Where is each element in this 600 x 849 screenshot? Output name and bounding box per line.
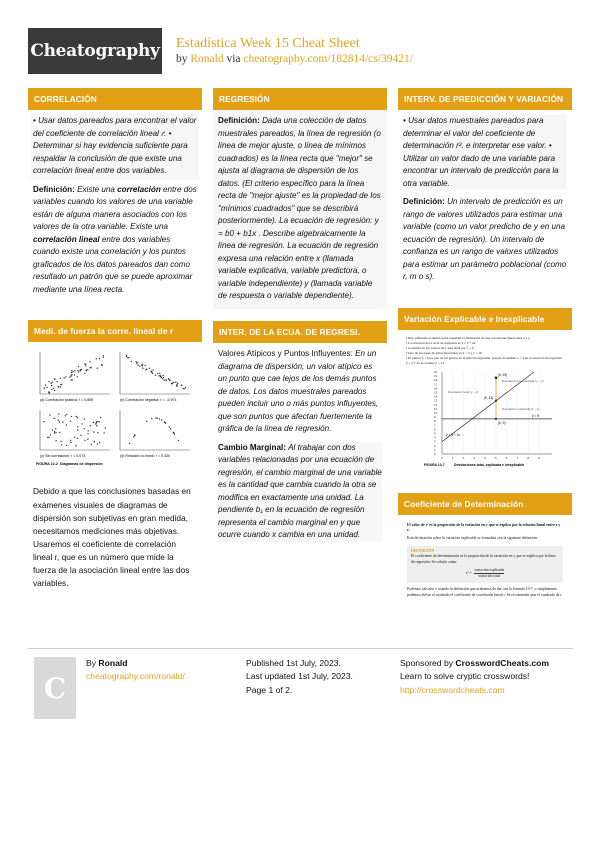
scatter-dot: [48, 381, 49, 382]
scatter-dot: [158, 376, 159, 377]
scatter-dot: [85, 366, 86, 367]
figure-title: Diagramas de dispersión: [60, 462, 103, 467]
determination-image: [402, 519, 568, 603]
scatter-dot: [93, 422, 94, 423]
scatter-dot: [101, 364, 102, 365]
scatter-dot: [176, 385, 177, 386]
bullet: ▪ El punto (5, 13) es uno de los puntos en la línea de regresión, porque al sustituir x = 5 en la ecuación de regresión ŷ = 3 + 2x se obtiene ŷ = 13.: [406, 355, 562, 365]
scatter-dot: [169, 427, 170, 428]
scatter-dot: [70, 421, 71, 422]
section-body: [398, 110, 572, 296]
scatter-dot: [77, 417, 78, 418]
determination-note: Podemos calcular r² usando la definición que acabamos de dar con la fórmula 10-7, o simplemente podemos elevar al cuadrado el coeficiente de correlación lineal r. Se recomienda usar el cuadrado de r.: [407, 587, 563, 597]
y-tick-label: 13: [434, 398, 438, 403]
scatter-dot: [97, 421, 98, 422]
x-tick-label: 2: [462, 455, 465, 460]
y-tick-label: 17: [434, 381, 438, 386]
avatar-letter: C: [43, 671, 67, 705]
section-heading: Variación Explicable e Inexplicable: [398, 308, 572, 330]
scatter-dot: [96, 426, 97, 427]
y-tick-label: 11: [434, 406, 438, 411]
scatter-dot: [161, 420, 162, 421]
column-3: [398, 88, 572, 618]
scatter-dot: [178, 440, 179, 441]
y-tick-label: 3: [434, 439, 436, 444]
scatter-dot: [126, 355, 127, 356]
marginal-text: Al trabajar con dos variables relacionadas por una ecuación de regresión, el cambio marginal de una variable es la cantidad que cambia cuando la otra se modifica en exactamente una unidad. La pendiente b₁ en la ecuación de regresión representa el cambio marginal en y que ocurre cuando x cambia en una unidad.: [218, 442, 382, 540]
dev-unexplained-label: Desviación no explicada (y − ŷ): [502, 378, 544, 383]
scatter-dot: [52, 430, 53, 431]
scatter-dot: [134, 435, 135, 436]
scatter-dot: [70, 442, 71, 443]
scatter-dot: [74, 437, 75, 438]
via-text: via: [226, 53, 241, 65]
definition-paragraph: [403, 196, 567, 284]
section-heading: INTERV. DE PREDICCIÓN Y VARIACIÓN: [398, 88, 572, 110]
x-tick-label: 9: [538, 455, 540, 460]
marginal-label: Cambio Marginal:: [218, 442, 286, 452]
scatter-dot: [88, 431, 89, 432]
scatter-dot: [75, 446, 76, 447]
scatter-dot: [87, 434, 88, 435]
scatter-dot: [99, 422, 100, 423]
definition-text: entre dos variables cuando existe una correlación y los puntos graficados de los datos pareados dan como resultado un patrón que se puede aproximar mediante una línea recta.: [33, 234, 193, 294]
x-tick-label: 6: [505, 455, 508, 460]
scatter-dot: [45, 385, 46, 386]
scatter-dot: [43, 421, 44, 422]
objective-2: • Determinar si hay evidencia suficiente para respaldar la conclusión de que existe una correlación lineal entre dos variables.: [33, 128, 188, 176]
scatter-dot: [51, 385, 52, 386]
marginal-paragraph: [218, 442, 382, 542]
section-heading: Medi. de fuerza la corre. lineal de r: [28, 320, 202, 342]
line-point-label: (5, 13): [484, 395, 494, 400]
objective-1: • Usar datos pareados para encontrar el valor del coeficiente de correlación lineal 𝑟.: [33, 116, 197, 138]
scatter-dot: [60, 441, 61, 442]
scatter-diagrams-image: [32, 346, 198, 468]
scatter-dot: [174, 434, 175, 435]
outliers-label: Valores Atípicos y Puntos Influyentes:: [218, 348, 353, 358]
sponsor-prefix: Sponsored by: [400, 658, 454, 668]
scatter-dot: [97, 444, 98, 445]
scatter-dot: [71, 370, 72, 371]
variation-bullets: [402, 334, 568, 368]
scatter-dot: [146, 369, 147, 370]
y-tick-label: 0: [434, 451, 436, 456]
scatter-dot: [78, 366, 79, 367]
x-tick-label: 7: [516, 455, 519, 460]
scatter-dot: [163, 375, 164, 376]
section-prediccion: [398, 88, 572, 296]
section-heading: Coeficiente de Determinación: [398, 493, 572, 515]
scatter-dot: [65, 416, 66, 417]
section-heading: CORRELACIÓN: [28, 88, 202, 110]
scatter-dot: [103, 355, 104, 356]
scatter-dot: [58, 386, 59, 387]
caption-c: (c) Sin correlación: r = 0.074: [40, 454, 86, 459]
scatter-dot: [66, 445, 67, 446]
scatter-dot: [141, 365, 142, 366]
scatter-dot: [63, 378, 64, 379]
scatter-dot: [48, 437, 49, 438]
scatter-dot: [55, 432, 56, 433]
scatter-dot: [85, 364, 86, 365]
scatter-dot: [103, 357, 104, 358]
scatter-dot: [77, 370, 78, 371]
scatter-dot: [105, 428, 106, 429]
bullet: ▪ La media de los valores de y está dada por ȳ = 9.: [406, 345, 475, 350]
scatter-dot: [159, 373, 160, 374]
caption-d: (d) Relación no lineal: r = 0.330: [120, 454, 171, 459]
scatter-dot: [157, 418, 158, 419]
scatter-dot: [62, 422, 63, 423]
scatter-dot: [73, 372, 74, 373]
footer-sponsor: [400, 657, 549, 697]
determination-text: Esta declaración sobre la variación explicable se formaliza con la siguiente definición.: [407, 535, 539, 540]
scatter-dot: [159, 419, 160, 420]
scatter-dot: [54, 418, 55, 419]
scatter-dot: [168, 379, 169, 380]
scatter-dot: [71, 375, 72, 376]
figure-label: FIGURA 10-2: [36, 462, 58, 467]
published-date: Published 1st July, 2023.: [246, 658, 341, 668]
x-tick-label: 4: [484, 455, 486, 460]
scatter-dot: [91, 444, 92, 445]
scatter-dot: [74, 375, 75, 376]
scatter-dot: [99, 358, 100, 359]
scatter-dot: [169, 380, 170, 381]
mean-point-label: (5, 9): [498, 420, 506, 425]
dev-total-label: Desviación total (y − ȳ): [448, 389, 479, 394]
scatter-dot: [135, 362, 136, 363]
definition-label: Definición:: [403, 197, 445, 207]
caption-a: (a) Correlación positiva: r = 0.859: [40, 398, 94, 403]
scatter-dot: [51, 389, 52, 390]
scatter-dot: [170, 428, 171, 429]
scatter-dot: [78, 372, 79, 373]
scatter-dot: [80, 435, 81, 436]
x-tick-label: 5: [495, 455, 497, 460]
x-tick-label: 1: [451, 455, 454, 460]
formula-fraction: [474, 568, 504, 580]
scatter-dot: [173, 433, 174, 434]
scatter-dot: [66, 425, 67, 426]
y-tick-label: 7: [434, 422, 436, 427]
logo-text: Cheatography: [30, 41, 160, 61]
scatter-dot: [146, 421, 147, 422]
scatter-dot: [50, 435, 51, 436]
scatter-dot: [80, 371, 81, 372]
scatter-dot: [72, 380, 73, 381]
scatter-dot: [53, 388, 54, 389]
caption-b: (b) Correlación negativa: r = –0.971: [120, 398, 177, 403]
scatter-dot: [54, 379, 55, 380]
cheatography-logo[interactable]: [28, 28, 162, 74]
ybar-label: ȳ = 9: [532, 413, 539, 418]
scatter-dot: [69, 377, 70, 378]
scatter-dot: [181, 385, 182, 386]
scatter-dot: [81, 424, 82, 425]
scatter-dot: [54, 433, 55, 434]
page-header: [0, 0, 600, 82]
scatter-dot: [81, 369, 82, 370]
scatter-dot: [155, 418, 156, 419]
definition-box-text: El coeficiente de determinación es la proporción de la variación en y que se explica por la línea de regresión. Se calcula como: [411, 554, 556, 564]
byline: [176, 53, 413, 65]
term-correlacion-lineal: correlación lineal: [33, 234, 100, 244]
scatter-dot: [145, 365, 146, 366]
scatter-dot: [137, 363, 138, 364]
scatter-dot: [185, 387, 186, 388]
bullet: ▪ La ecuación de la recta de regresión es ŷ = 3 + 2x.: [406, 340, 477, 345]
point-label: (5, 19): [498, 372, 508, 377]
scatter-dot: [165, 423, 166, 424]
scatter-dot: [86, 371, 87, 372]
scatter-dot: [171, 383, 172, 384]
section-body: [28, 110, 202, 308]
scatter-dot: [93, 432, 94, 433]
scatter-dot: [149, 368, 150, 369]
y-tick-label: 15: [434, 390, 438, 395]
figure-title: Desviaciones total, explicada e inexplicable: [454, 462, 525, 467]
page-number: Page 1 of 2.: [246, 684, 293, 695]
determination-intro: El valor de r² es la proporción de la variación en y que se explica por la relación lineal entre x y y.: [407, 522, 561, 533]
scatter-dot: [51, 383, 52, 384]
section-correlacion: [28, 88, 202, 308]
y-tick-label: 10: [434, 410, 438, 415]
scatter-figure: [28, 342, 202, 477]
scatter-dot: [173, 382, 174, 383]
page-footer: [28, 648, 573, 729]
section-determinacion: [398, 493, 572, 607]
scatter-dot: [90, 368, 91, 369]
scatter-dot: [151, 372, 152, 373]
section-variacion: [398, 308, 572, 481]
y-tick-label: 16: [434, 385, 438, 390]
deviation-chart: [402, 368, 568, 472]
sponsor-name[interactable]: CrosswordCheats.com: [455, 658, 550, 668]
footer-by: By: [86, 658, 97, 668]
scatter-dot: [49, 393, 50, 394]
scatter-dot: [58, 414, 59, 415]
scatter-dot: [60, 387, 61, 388]
scatter-dot: [77, 438, 78, 439]
scatter-dot: [100, 417, 101, 418]
definition-text: Existe una: [77, 184, 115, 194]
author-avatar: [34, 657, 76, 719]
scatter-dot: [184, 389, 185, 390]
scatter-dot: [66, 414, 67, 415]
definition-box-title: DEFINICIÓN: [411, 548, 435, 553]
formula-denominator: variación total: [478, 574, 501, 579]
updated-date: Last updated 1st July, 2023.: [246, 671, 353, 682]
scatter-dot: [133, 436, 134, 437]
scatter-dot: [54, 431, 55, 432]
scatter-dot: [76, 416, 77, 417]
scatter-dot: [87, 439, 88, 440]
definition-box: [407, 546, 563, 583]
scatter-dot: [139, 366, 140, 367]
y-tick-label: 14: [434, 394, 438, 399]
formula: [411, 568, 559, 580]
x-tick-label: 0: [441, 455, 443, 460]
regression-eq-label: ŷ = 3 + 2x: [446, 432, 460, 437]
scatter-dot: [162, 379, 163, 380]
term-correlacion: correlación: [117, 184, 161, 194]
scatter-dot: [71, 372, 72, 373]
scatter-dot: [163, 377, 164, 378]
scatter-dot: [89, 362, 90, 363]
scatter-dot: [84, 373, 85, 374]
sponsor-tagline: Learn to solve cryptic crosswords!: [400, 671, 530, 682]
determination-figure: [398, 515, 572, 607]
scatter-dot: [49, 415, 50, 416]
definition-text: Un intervalo de predicción es un rango de valores utilizados para estimar una variable (como un valor predicho de y en una ecuación de regresión). Un intervalo de confianza es un rango de valores utilizados para estimar un parámetro poblacional (como r, m o s).: [403, 197, 567, 282]
bullet: ▪ Hay suficiente evidencia para respaldar la afirmación de una correlación lineal entre x y y.: [406, 335, 531, 340]
y-tick-label: 1: [434, 447, 436, 452]
fuerza-text: Debido a que las conclusiones basadas en exámenes visuales de diagramas de dispersión son subjetivas en gran medida, necesitamos mediciones más objetivas. Usaremos el coeficiente de correlación lineal r, que es un número que mide la fuerza de la asociación lineal entre las dos variables.: [33, 486, 191, 589]
dev-explained-label: Desviación explicada (ŷ − ȳ): [502, 406, 540, 411]
scatter-dot: [77, 377, 78, 378]
column-2: [213, 88, 387, 566]
sponsor-link[interactable]: http://crosswordcheats.com: [400, 684, 505, 695]
scatter-dot: [59, 422, 60, 423]
section-fuerza: [28, 320, 202, 596]
scatter-dot: [70, 440, 71, 441]
scatter-dot: [103, 433, 104, 434]
y-tick-label: 5: [434, 431, 436, 436]
variation-figure: [398, 330, 572, 481]
scatter-dot: [151, 418, 152, 419]
scatter-dot: [61, 445, 62, 446]
scatter-dot: [84, 419, 85, 420]
formula-left: r² =: [465, 571, 472, 575]
section-body: [213, 343, 387, 554]
scatter-dot: [99, 442, 100, 443]
definition-text: entre dos variables cuando los valores de una variable están de alguna manera asociados con los valores de la otra variable. Existe una: [33, 184, 197, 232]
footer-author-name[interactable]: Ronald: [98, 658, 128, 668]
scatter-dot: [55, 429, 56, 430]
scatter-dot: [47, 437, 48, 438]
scatter-dot: [60, 378, 61, 379]
scatter-dot: [97, 368, 98, 369]
definition-text: Dada una colección de datos muestrales pareados, la línea de regresión (o línea de mejor ajuste, o línea de mínimos cuadrados) es la línea recta que "mejor" se ajusta al diagrama de dispersión de los datos. (El criterio específico para la línea recta de "mejor ajuste" es la propiedad de los "mínimos cuadrados" que se describirá posteriormente). La ecuación de regresión: y = b0 + b1x . Describe algebraicamente la línea de regresión. La ecuación de regresión expresa una relación entre x (llamada variable explicativa, variable predictora, o variable independiente) y (llamada variable de respuesta o variable dependiente).: [218, 116, 381, 301]
footer-author: [86, 657, 185, 684]
scatter-dot: [44, 388, 45, 389]
scatter-dot: [74, 371, 75, 372]
y-tick-label: 9: [434, 414, 436, 419]
y-tick-label: 19: [434, 373, 438, 378]
outliers-paragraph: [218, 348, 382, 436]
scatter-dot: [175, 382, 176, 383]
objectives-text: [403, 115, 567, 190]
scatter-dot: [142, 368, 143, 369]
scatter-dot: [59, 432, 60, 433]
scatter-dot: [84, 440, 85, 441]
objectives-block: [31, 113, 199, 180]
scatter-dot: [153, 370, 154, 371]
footer-author-link[interactable]: cheatography.com/ronald/: [86, 671, 185, 682]
scatter-dot: [46, 387, 47, 388]
scatter-dot: [96, 359, 97, 360]
scatter-dot: [90, 425, 91, 426]
scatter-dot: [84, 429, 85, 430]
scatter-dot: [165, 380, 166, 381]
scatter-dot: [77, 427, 78, 428]
scatter-dot: [60, 384, 61, 385]
scatter-dot: [157, 373, 158, 374]
y-tick-label: 4: [434, 435, 436, 440]
x-tick-label: 3: [473, 455, 476, 460]
formula-numerator: variación explicada: [474, 568, 504, 575]
scatter-dot: [65, 377, 66, 378]
scatter-dot: [164, 422, 165, 423]
y-tick-label: 8: [434, 418, 436, 423]
page-title: Estadística Week 15 Cheat Sheet: [176, 36, 360, 51]
column-1: [28, 88, 202, 608]
section-heading: REGRESIÓN: [213, 88, 387, 110]
scatter-dot: [129, 443, 130, 444]
bullet: ▪ Uno de los pares de datos muestrales es x = 5 y y = 19.: [406, 350, 483, 355]
x-tick-label: 8: [527, 455, 530, 460]
definition-paragraph: [33, 184, 197, 297]
section-body: [213, 110, 387, 309]
scatter-dot: [155, 375, 156, 376]
scatter-dot: [160, 376, 161, 377]
scatter-dot: [137, 365, 138, 366]
scatter-dot: [57, 382, 58, 383]
y-tick-label: 2: [434, 443, 436, 448]
scatter-dot: [87, 369, 88, 370]
outliers-text: En un diagrama de dispersión, un valor atípico es un punto que cae lejos de los demás puntos de datos. Los datos muestrales pareados pueden incluir uno o más puntos influyentes, que son puntos que afectan fuertemente la gráfica de la línea de regresión.: [218, 348, 379, 434]
section-regresion: [213, 88, 387, 309]
footer-dates: [246, 657, 353, 697]
scatter-dot: [96, 423, 97, 424]
by-prefix: by: [176, 53, 188, 65]
scatter-dot: [97, 432, 98, 433]
scatter-dot: [128, 357, 129, 358]
y-tick-label: 20: [434, 369, 438, 374]
scatter-dot: [52, 382, 53, 383]
objectives: • Usar datos muestrales pareados para determinar el valor del coeficiente de determinación r². e interpretar ese valor. • Utilizar un valor dado de una variable para encontrar un intervalo de predicción para la otra variable.: [403, 116, 559, 188]
scatter-dot: [131, 361, 132, 362]
scatter-dot: [54, 390, 55, 391]
y-tick-label: 12: [434, 402, 438, 407]
figure-label: FIGURA 10-7: [424, 462, 445, 467]
scatter-dot: [77, 430, 78, 431]
scatter-dot: [94, 441, 95, 442]
y-tick-label: 6: [434, 426, 436, 431]
section-heading: INTER. DE LA ECUA. DE REGRESI.: [213, 321, 387, 343]
y-tick-label: 18: [434, 377, 438, 382]
scatter-dot: [58, 420, 59, 421]
scatter-dot: [71, 416, 72, 417]
definition-label: Definición:: [218, 116, 260, 125]
definition-label: Definición:: [33, 184, 75, 194]
scatter-dot: [55, 441, 56, 442]
scatter-dot: [164, 380, 165, 381]
sheet-url-link[interactable]: cheatography.com/182814/cs/39421/: [243, 53, 413, 65]
author-link[interactable]: Ronald: [190, 53, 224, 65]
section-inter: [213, 321, 387, 554]
